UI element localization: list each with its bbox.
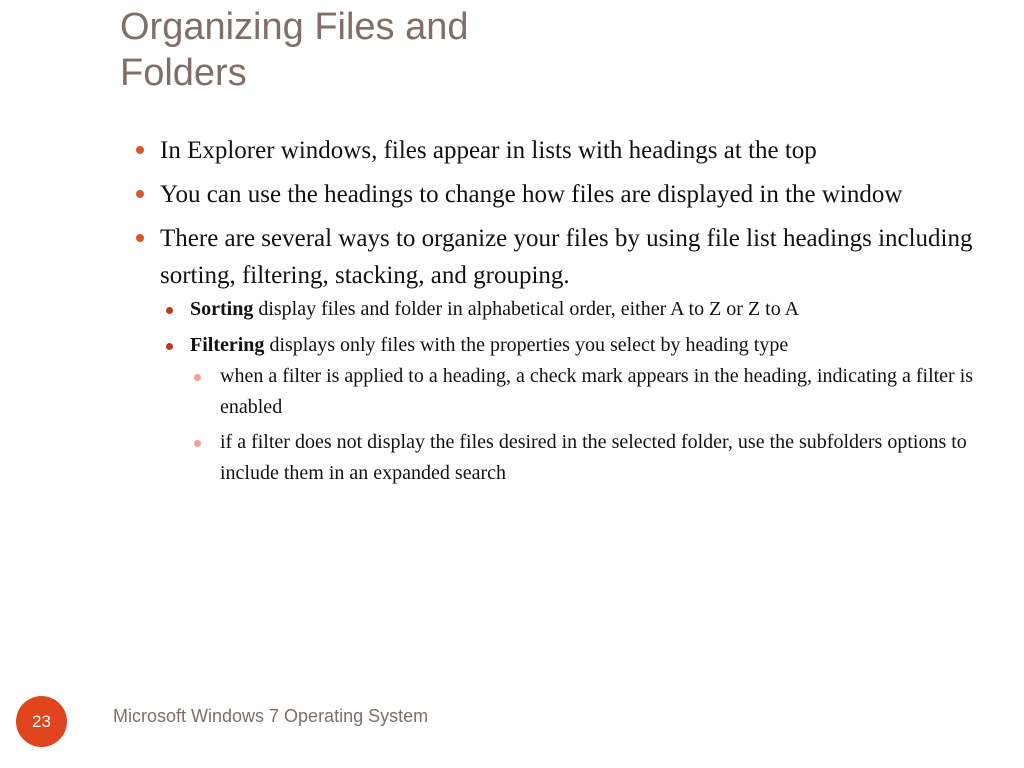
sub-bullet-item <box>160 294 984 325</box>
sub-bullet-item <box>160 330 984 489</box>
bullet-dot-icon <box>136 146 144 154</box>
sub-sub-bullet-dot-icon <box>194 374 201 381</box>
bullet-dot-icon <box>136 234 144 242</box>
bullet-text: You can use the headings to change how files are displayed in the window <box>160 181 903 208</box>
sub-bullet-term: Filtering <box>190 334 265 356</box>
footer-text: Microsoft Windows 7 Operating System <box>113 706 429 726</box>
bullet-dot-icon <box>136 190 144 198</box>
sub-bullet-text: displays only files with the properties you select by heading type <box>264 334 789 356</box>
bullet-text: There are several ways to organize your files by using file list headings including sorting, filtering, stacking, and grouping. <box>160 225 973 289</box>
sub-sub-bullet-text: when a filter is applied to a heading, a check mark appears in the heading, indicating a filter is enabled <box>220 365 974 418</box>
bullet-list <box>134 132 984 489</box>
sub-sub-bullet-item <box>190 427 984 489</box>
sub-bullet-text: display files and folder in alphabetical order, either A to Z or Z to A <box>253 298 800 320</box>
sub-bullet-dot-icon <box>166 307 173 314</box>
slide-title <box>120 4 540 96</box>
bullet-item <box>134 176 984 213</box>
page-number-badge <box>16 696 67 747</box>
slide-title-line-1: Organizing Files and <box>120 6 469 48</box>
sub-bullet-term: Sorting <box>190 298 254 320</box>
bullet-item <box>134 132 984 169</box>
sub-bullet-list <box>160 294 984 489</box>
slide-body <box>134 132 984 496</box>
sub-sub-bullet-item <box>190 361 984 423</box>
slide-title-line-2: Folders <box>120 52 247 94</box>
page-number: 23 <box>32 712 51 731</box>
bullet-item <box>134 220 984 489</box>
sub-sub-bullet-list <box>190 361 984 489</box>
sub-sub-bullet-text: if a filter does not display the files desired in the selected folder, use the subfolders options to include them in an expanded search <box>220 431 967 484</box>
bullet-text: In Explorer windows, files appear in lists with headings at the top <box>160 137 817 164</box>
sub-bullet-dot-icon <box>166 343 173 350</box>
sub-sub-bullet-dot-icon <box>194 440 201 447</box>
